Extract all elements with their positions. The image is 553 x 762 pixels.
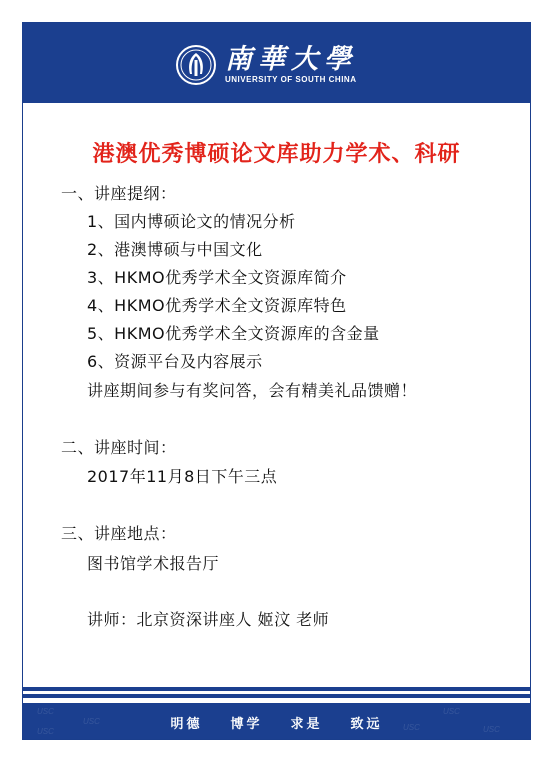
time-heading: 二、讲座时间：	[61, 438, 177, 457]
outline-item: 5、HKMO优秀学术全文资源库的含金量	[87, 324, 380, 343]
university-motto	[23, 703, 530, 740]
footer-banner	[23, 703, 530, 740]
outline-item: 6、资源平台及内容展示	[87, 352, 263, 371]
logo-chinese-name: 南華大學	[225, 44, 357, 75]
outline-note: 讲座期间参与有奖问答，会有精美礼品馈赠！	[87, 381, 418, 400]
logo-english-name: UNIVERSITY OF SOUTH CHINA	[225, 75, 357, 84]
university-logo	[175, 43, 357, 87]
poster-title: 港澳优秀博硕论文库助力学术、科研	[92, 142, 461, 167]
outline-heading: 一、讲座提纲：	[61, 184, 177, 203]
time-value: 2017年11月8日下午三点	[87, 467, 278, 486]
speaker-line: 讲师：北京资深讲座人 姬汶 老师	[87, 610, 330, 629]
motto-word: 明德	[170, 716, 203, 732]
motto-word: 致远	[350, 716, 383, 732]
motto-word: 博学	[230, 716, 263, 732]
motto-word: 求是	[290, 716, 323, 732]
footer-watermark: USC	[443, 707, 460, 716]
outline-item: 2、港澳博硕与中国文化	[87, 240, 263, 259]
outline-item: 4、HKMO优秀学术全文资源库特色	[87, 296, 347, 315]
footer-watermark: USC	[37, 707, 54, 716]
outline-item: 1、国内博硕论文的情况分析	[87, 212, 296, 231]
university-emblem-icon	[175, 44, 217, 86]
poster	[22, 22, 531, 740]
footer-watermark: USC	[403, 723, 420, 732]
footer-watermark: USC	[37, 727, 54, 736]
footer-watermark: USC	[483, 725, 500, 734]
outline-item: 3、HKMO优秀学术全文资源库简介	[87, 268, 347, 287]
header-banner	[23, 23, 530, 103]
location-heading: 三、讲座地点：	[61, 524, 177, 543]
location-value: 图书馆学术报告厅	[87, 554, 220, 573]
footer-watermark: USC	[83, 717, 100, 726]
